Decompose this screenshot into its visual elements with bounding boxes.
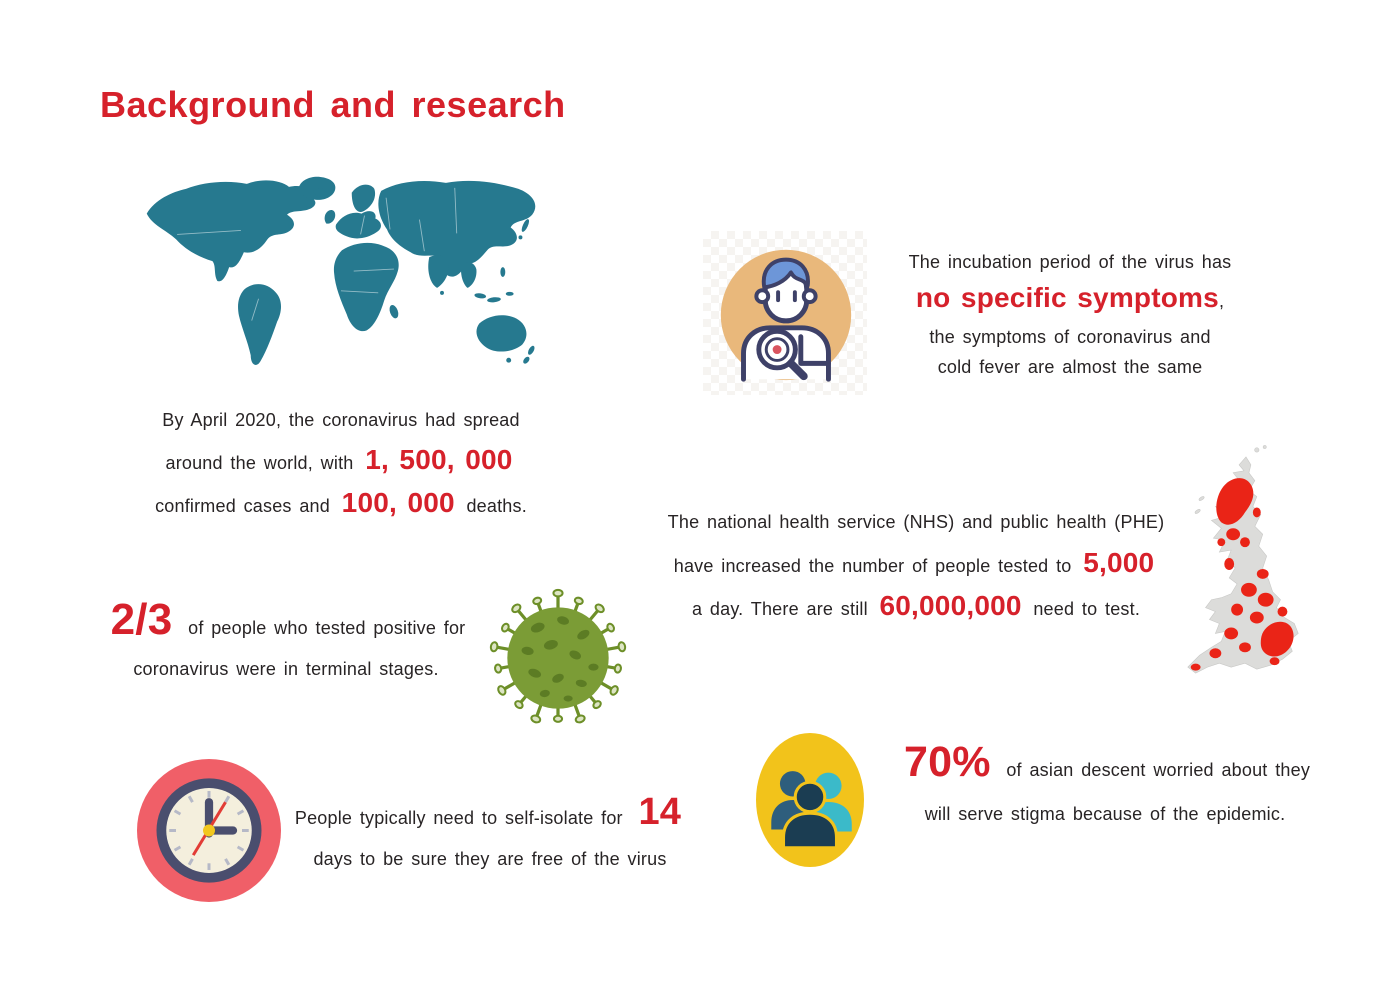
incubation-text: The incubation period of the virus has no specific symptoms, the symptoms of coronavirus and cold fever are almost the same: [908, 252, 1232, 377]
testing-text: The national health service (NHS) and public health (PHE) have increased the number of people tested to 5,000 a day. There are still 60,000,000 need to test.: [667, 512, 1165, 621]
virus-icon: [482, 582, 634, 734]
untested-population-value: 60,000,000: [879, 590, 1022, 621]
daily-tests-value: 5,000: [1083, 546, 1155, 578]
terminal-ratio-value: 2/3: [110, 595, 173, 644]
uk-map-icon: [1172, 443, 1315, 686]
deaths-value: 100, 000: [341, 487, 455, 518]
people-group-icon: [756, 733, 864, 867]
person-search-icon: [703, 231, 867, 395]
spread-line-3: confirmed cases and 100, 000 deaths.: [155, 487, 527, 518]
world-map: [133, 172, 545, 380]
isolation-text: People typically need to self-isolate for 14 days to be sure they are free of the virus: [290, 789, 690, 878]
confirmed-cases-value: 1, 500, 000: [365, 444, 513, 475]
spread-line-1: By April 2020, the coronavirus had spread: [162, 410, 520, 430]
world-map-icon: [133, 172, 545, 380]
clock-icon: [134, 756, 284, 905]
terminal-stats-text: 2/3 of people who tested positive for coronavirus were in terminal stages.: [98, 597, 474, 687]
uk-map: [1172, 443, 1315, 686]
no-specific-symptoms-highlight: no specific symptoms: [915, 282, 1219, 313]
spread-stats-text: [133, 401, 549, 526]
isolation-days-value: 14: [638, 791, 682, 833]
page-title: Background and research: [100, 84, 566, 125]
stigma-percent-value: 70%: [903, 738, 991, 786]
stigma-text: 70% of asian descent worried about they will serve stigma because of the epidemic.: [893, 737, 1317, 833]
spread-line-2: around the world, with 1, 500, 000: [133, 440, 549, 483]
